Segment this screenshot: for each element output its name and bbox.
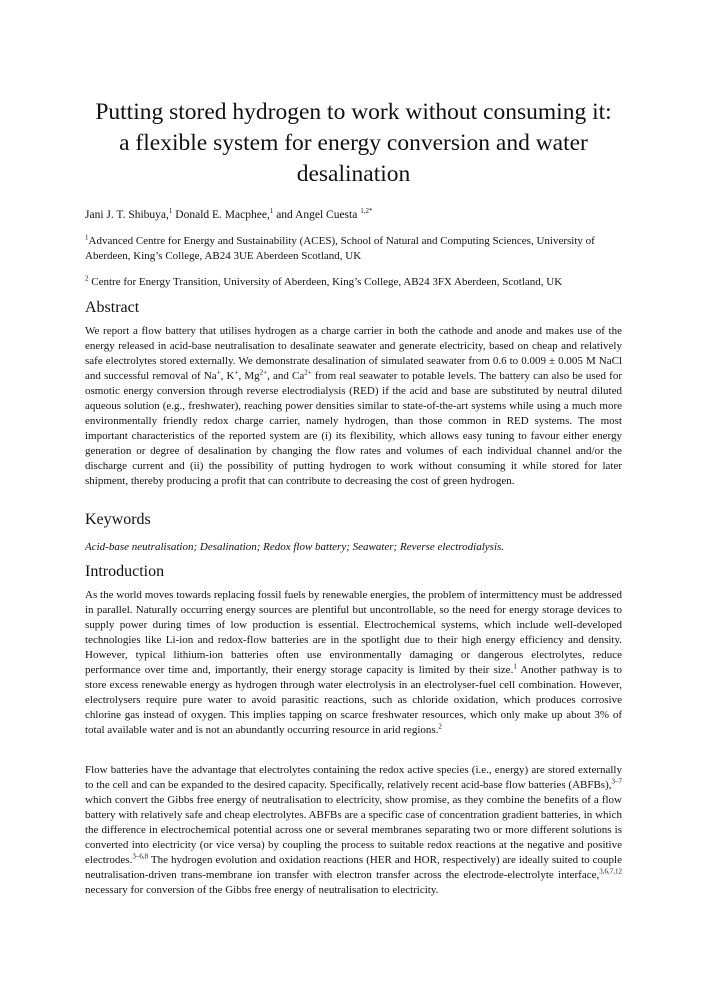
affiliation-mark: 1 [85, 233, 89, 242]
abstract-text-part: We report a flow battery that utilises hydrogen as a charge carrier in both the cathode and anode and makes use of the energy released in acid-base neutralisation to desalinate seawater and generate electricity, based on cheap and relatively safe electrolytes stored externally. We demonstrate desalination of simulated seawater from 0.6 to 0.009 ± 0.005 M NaCl and successful removal of Na [85, 325, 622, 382]
ion-charge: + [216, 368, 221, 377]
author-macphee: Donald E. Macphee, [172, 209, 270, 221]
abstract-text [85, 324, 622, 489]
keywords-text: Acid-base neutralisation; Desalination; Redox flow battery; Seawater; Reverse electrodialysis. [85, 541, 505, 553]
author-shibuya: Jani J. T. Shibuya, [85, 209, 169, 221]
citation-mark: 3,6,7,12 [599, 867, 622, 876]
abstract-text-part: from real seawater to potable levels. The battery can also be used for osmotic energy conversion through reverse electrodialysis (RED) if the acid and base are substituted by neutral diluted aqueous solution (e.g., freshwater), reaching power densities similar to state-of-the-art systems while using a much more environmentally friendly redox charge carrier, namely hydrogen, than those common in RED systems. The most important characteristics of the reported system are (i) its flexibility, which allows easy tuning to favour either energy generation or degree of desalination by changing the flow rates and volumes of each individual channel and/or the discharge current and (ii) the possibility of putting hydrogen to work without consuming it while stored for later shipment, thereby producing a profit that can contribute to decreasing the cost of green hydrogen. [85, 370, 623, 487]
abstract-heading: Abstract [85, 299, 140, 316]
abstract-text-part: , and Ca [267, 370, 305, 382]
citation-mark: 3–7 [611, 777, 622, 786]
ion-charge: 2+ [304, 368, 312, 377]
citation-mark: 1 [513, 662, 517, 671]
affiliation-1 [85, 234, 625, 264]
citation-mark: 3–6,8 [132, 852, 149, 861]
abstract-text-part: , K [220, 370, 235, 382]
intro-text-part: Another pathway is to store excess renewable energy as hydrogen through water electrolysis in an electrolyser-fuel cell combination. However, electrolysers require pure water to avoid parasitic reactions, such as chloride oxidation, which produces corrosive chlorine gas instead of oxygen. This implies tapping on scarce freshwater resources, which only make up about 3% of total available water and is not an abundantly occurring resource in arid regions. [85, 664, 622, 736]
intro-text-part: The hydrogen evolution and oxidation reactions (HER and HOR, respectively) are ideally suited to couple neutralisation-driven trans-membrane ion transfer with electron transfer across the electrode-electrolyte interface, [85, 854, 622, 881]
citation-mark: 2 [438, 722, 442, 731]
intro-text-part: necessary for conversion of the Gibbs free energy of neutralisation to electricity. [85, 884, 439, 896]
author-list [85, 209, 372, 221]
author-affil-mark: 1 [168, 207, 173, 216]
ion-charge: + [234, 368, 239, 377]
paper-title [60, 97, 647, 190]
keywords-heading: Keywords [85, 511, 151, 528]
intro-text-part: Flow batteries have the advantage that electrolytes containing the redox active species (i.e., energy) are stored externally to the cell and can be expanded to the desired capacity. Specifically, relatively recent acid-base flow batteries (ABFBs), [85, 764, 622, 791]
author-affil-mark: 1,2* [360, 207, 373, 216]
intro-paragraph-1 [85, 588, 622, 738]
author-affil-mark: 1 [269, 207, 274, 216]
title-line-2: a flexible system for energy conversion and water [119, 130, 588, 156]
title-line-1: Putting stored hydrogen to work without consuming it: [95, 99, 612, 125]
affiliation-text: Advanced Centre for Energy and Sustainability (ACES), School of Natural and Computing Sciences, University of Aberdeen, King’s College, AB24 3UE Aberdeen Scotland, UK [85, 235, 595, 262]
affiliation-text: Centre for Energy Transition, University of Aberdeen, King’s College, AB24 3FX Aberdeen, Scotland, UK [88, 276, 563, 288]
introduction-heading: Introduction [85, 563, 165, 580]
affiliation-2 [85, 275, 625, 290]
intro-paragraph-2 [85, 763, 622, 898]
author-cuesta: and Angel Cuesta [273, 209, 361, 221]
intro-text-part: As the world moves towards replacing fossil fuels by renewable energies, the problem of intermittency must be addressed in parallel. Naturally occurring energy sources are plentiful but uncontrollable, so the need for energy storage devices to supply power during times of low production is essential. Electrochemical systems, which include well-developed technologies like Li-ion and redox-flow batteries are in the spotlight due to their high energy efficiency and density. However, typical lithium-ion batteries often use environmentally damaging or dangerous electrolytes, reduce performance over time and, importantly, their energy storage capacity is limited by their size. [85, 589, 622, 676]
abstract-text-part: , Mg [238, 370, 260, 382]
intro-text-part: which convert the Gibbs free energy of neutralisation to electricity, show promise, as they combine the benefits of a flow battery with relatively safe and cheap electrolytes. ABFBs are a specific case of concentration gradient batteries, in which the difference in electrochemical potential across one or several membranes separating two or more different solutions is converted into electricity (or vice versa) by coupling the process to suitable redox reactions at the negative and positive electrodes. [85, 794, 622, 866]
title-line-3: desalination [296, 161, 411, 187]
affiliation-mark: 2 [85, 274, 89, 283]
ion-charge: 2+ [259, 368, 268, 377]
